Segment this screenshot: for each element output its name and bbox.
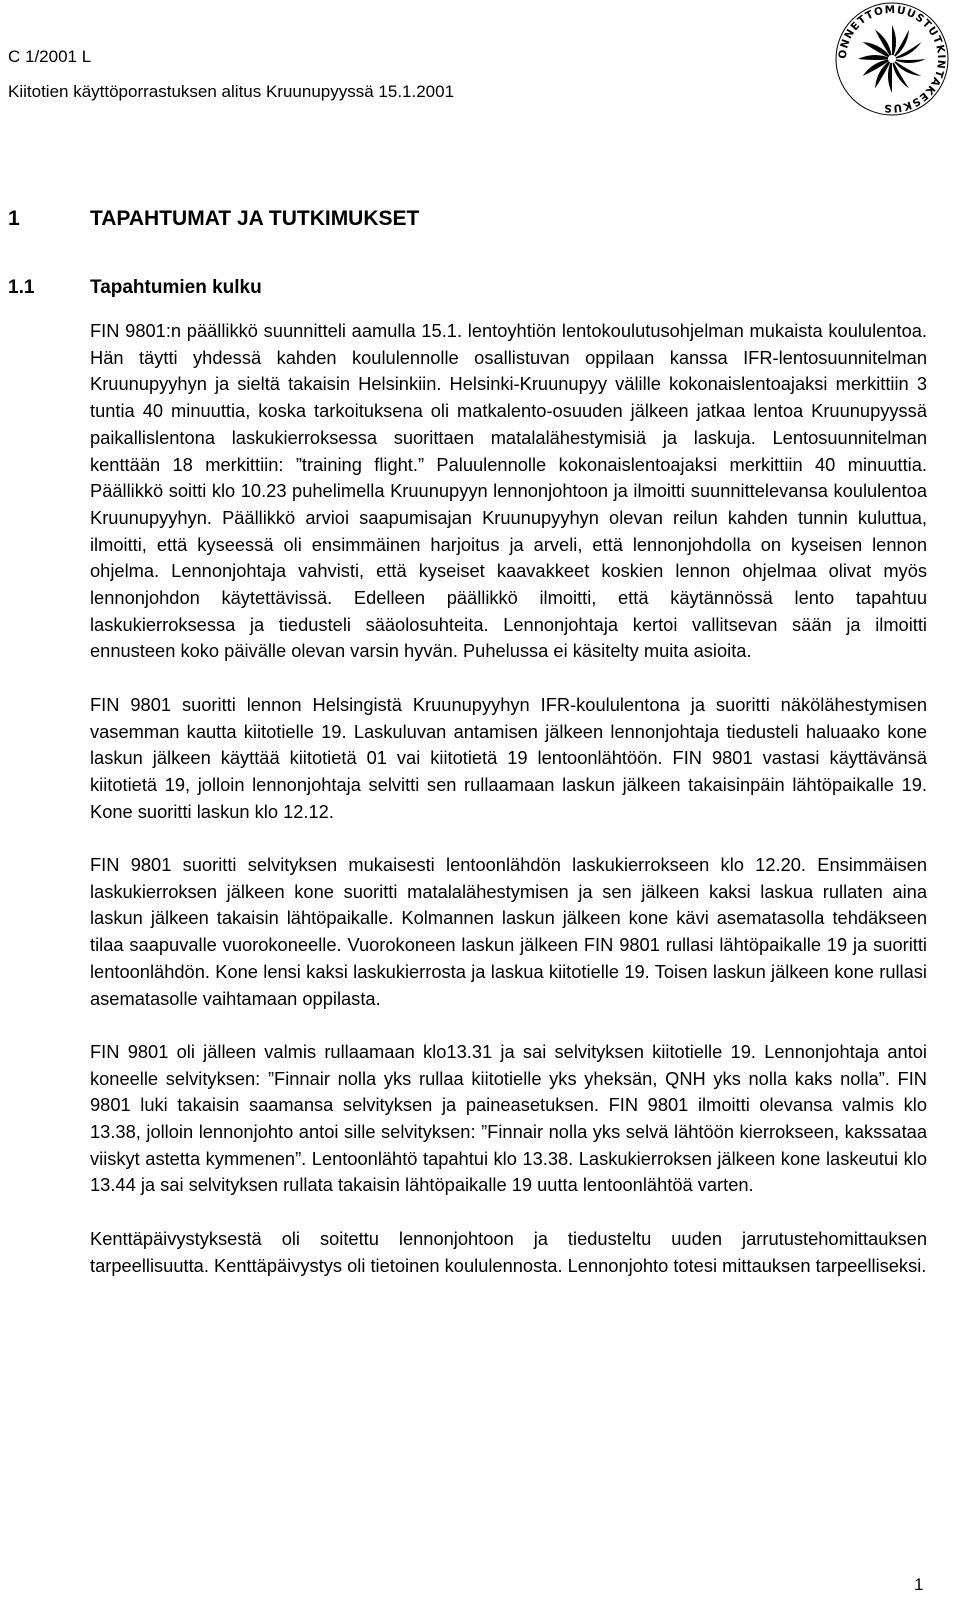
pinwheel-blade bbox=[892, 59, 909, 88]
document-header bbox=[8, 46, 454, 103]
pinwheel-blade bbox=[892, 42, 921, 59]
paragraph-5: Kenttäpäivystyksestä oli soitettu lennonjohtoon ja tiedusteltu uuden jarrutustehomittauksen tarpeellisuutta. Kenttäpäivystys oli tietoinen koululennosta. Lennonjohto totesi mittauksen tarpeelliseksi. bbox=[90, 1227, 927, 1276]
pinwheel-seal-icon bbox=[833, 0, 951, 118]
paragraph-4: FIN 9801 oli jälleen valmis rullaamaan klo13.31 ja sai selvityksen kiitotielle 19. Lennonjohtaja antoi koneelle selvityksen: ”Finnair nolla yks rullaa kiitotielle yks yheksän, QNH yks nolla kaks nolla”. FIN 9801 luki takaisin saamansa selvityksen ja paineasetuksen. FIN 9801 ilmoitti olevansa valmis klo 13.38, jolloin lennonjohto antoi sille selvityksen: ”Finnair nolla yks selvä lähtöön kierrokseen, kakssataa viiskyt astetta kymmenen”. Lentoonlähtö tapahtui klo 13.38. Laskukierroksen jälkeen kone laskeutui klo 13.44 ja sai selvityksen rullata takaisin lähtöpaikalle 19 uutta lentoonlähtöä varten. bbox=[90, 1040, 927, 1196]
subsection-number: 1.1 bbox=[8, 277, 35, 298]
pinwheel-blade bbox=[863, 59, 892, 76]
pinwheel-blade bbox=[892, 59, 926, 63]
logo-ring-text: ONNETTOMUUSTUTKINTAKESKUS bbox=[836, 3, 948, 115]
body-text bbox=[90, 318, 927, 1306]
doc-code: C 1/2001 L bbox=[8, 47, 92, 66]
section-title: TAPAHTUMAT JA TUTKIMUKSET bbox=[90, 207, 420, 230]
page-number: 1 bbox=[914, 1575, 924, 1594]
section-heading bbox=[8, 206, 419, 232]
section-number: 1 bbox=[8, 207, 20, 230]
subsection-title: Tapahtumien kulku bbox=[90, 277, 262, 298]
subsection-heading bbox=[8, 276, 262, 300]
paragraph-2: FIN 9801 suoritti lennon Helsingistä Kruunupyyhyn IFR-koululentona ja suoritti näkölähestymisen vasemman kautta kiitotielle 19. Laskuluvan antamisen jälkeen lennonjohtaja tiedusteli haluaako kone laskun jälkeen käyttää kiitotietä 01 vai kiitotietä 19 lentoonlähtöön. FIN 9801 vastasi käyttävänsä kiitotietä 19, jolloin lennonjohtaja selvitti sen rullaamaan laskun jälkeen takaisinpäin lähtöpaikalle 19. Kone suoritti laskun klo 12.12. bbox=[90, 693, 927, 822]
doc-subtitle: Kiitotien käyttöporrastuksen alitus Kruunupyyssä 15.1.2001 bbox=[8, 82, 455, 101]
paragraph-1: FIN 9801:n päällikkö suunnitteli aamulla 15.1. lentoyhtiön lentokoulutusohjelman mukaista koululentoa. Hän täytti yhdessä kahden koululennolle osallistuvan oppilaan kanssa IFR-lentosuunnitelman Kruunupyyhyn ja sieltä takaisin Helsinkiin. Helsinki-Kruunupyy välille kokonaislentoajaksi merkittiin 3 tuntia 40 minuuttia, koska tarkoituksena oli matkalento-osuuden jälkeen jatkaa lentoa Kruunupyyssä paikallislentona laskukierroksessa suorittaen matalalähestymisiä ja laskuja. Lentosuunnitelman kenttään 18 merkittiin: ”training flight.” Paluulennolle kokonaislentoajaksi merkittiin 40 minuuttia. Päällikkö soitti klo 10.23 puhelimella Kruunupyyn lennonjohtoon ja ilmoitti suunnittelevansa koululentoa Kruunupyyhyn. Päällikkö arvioi saapumisajan Kruunupyyhyn olevan reilun kahden tunnin kuluttua, ilmoitti, että kyseessä oli ensimmäinen harjoitus ja arveli, että lennonjohdolla on kyseisen lennon ohjelma. Lennonjohtaja vahvisti, että kyseiset kaavakkeet koskien lennon ohjelmaa olivat myös lennonjohdon käytettävissä. Edelleen päällikkö ilmoitti, että käytännössä lento tapahtuu laskukierroksessa ja tiedusteli sääolosuhteita. Lennonjohtaja kertoi vallitsevan sään ja ilmoitti ennusteen koko päivälle olevan varsin hyvän. Puhelussa ei käsitelty muita asioita. bbox=[90, 320, 927, 662]
paragraph-3: FIN 9801 suoritti selvityksen mukaisesti lentoonlähdön laskukierrokseen klo 12.20. Ensimmäisen laskukierroksen jälkeen kone suoritti matalalähestymisen ja sen jälkeen kaksi laskua rullaten aina laskun jälkeen takaisin lähtöpaikalle. Kolmannen laskun jälkeen kone kävi asematasolla tehdäkseen tilaa saapuvalle vuorokoneelle. Vuorokoneen laskun jälkeen FIN 9801 rullasi lähtöpaikalle 19 ja suoritti lentoonlähdön. Kone lensi kaksi laskukierrosta ja laskua kiitotielle 19. Toisen laskun jälkeen kone rullasi asematasolle vaihtamaan oppilasta. bbox=[90, 854, 927, 1009]
logo-svg bbox=[833, 0, 951, 118]
